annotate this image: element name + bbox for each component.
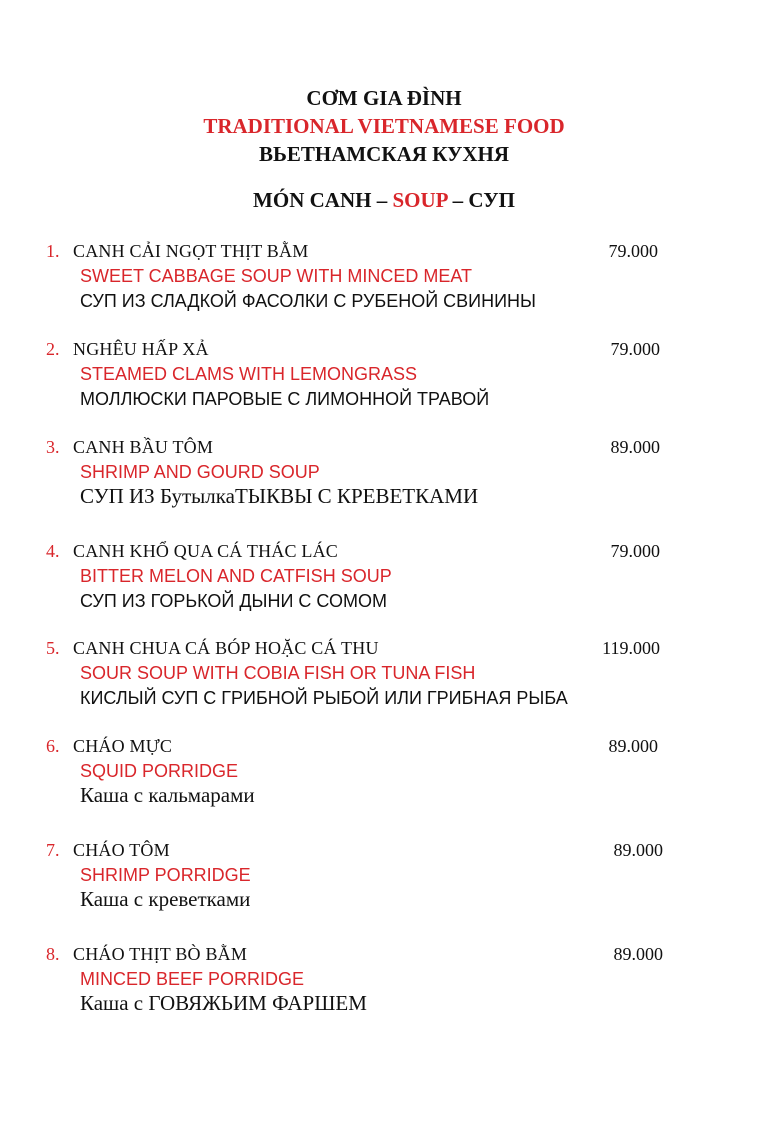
item-name-ru: Каша с кальмарами (80, 783, 255, 807)
item-name-ru: СУП ИЗ БутылкаТЫКВЫ С КРЕВЕТКАМИ (80, 484, 479, 508)
item-name-vn: CHÁO TÔM (73, 840, 170, 860)
item-price: 79.000 (608, 241, 658, 261)
item-name-en: STEAMED CLAMS WITH LEMONGRASS (80, 364, 418, 384)
item-name-vn: NGHÊU HẤP XẢ (73, 339, 209, 359)
item-name-vn: CHÁO THỊT BÒ BẰM (73, 944, 248, 964)
section-title (0, 188, 768, 213)
item-name-ru: МОЛЛЮСКИ ПАРОВЫЕ С ЛИМОННОЙ ТРАВОЙ (80, 389, 490, 409)
item-name-ru: КИСЛЫЙ СУП С ГРИБНОЙ РЫБОЙ ИЛИ ГРИБНАЯ РЫБА (80, 688, 568, 708)
item-price: 79.000 (610, 339, 660, 359)
menu-header (0, 84, 768, 168)
section-title-vn: MÓN CANH – (253, 188, 388, 212)
item-price: 89.000 (613, 944, 663, 964)
header-vn: CƠM GIA ĐÌNH (306, 86, 462, 110)
item-name-en: SHRIMP AND GOURD SOUP (80, 462, 320, 482)
header-en: TRADITIONAL VIETNAMESE FOOD (203, 114, 565, 138)
section-title-ru: – СУП (452, 188, 515, 212)
item-name-en: MINCED BEEF PORRIDGE (80, 969, 305, 989)
item-price: 89.000 (608, 736, 658, 756)
item-name-vn: CANH CẢI NGỌT THỊT BẰM (73, 241, 309, 261)
item-price: 89.000 (610, 437, 660, 457)
item-name-ru: СУП ИЗ СЛАДКОЙ ФАСОЛКИ С РУБЕНОЙ СВИНИНЫ (80, 291, 536, 311)
item-name-en: SOUR SOUP WITH COBIA FISH OR TUNA FISH (80, 663, 476, 683)
item-name-en: SQUID PORRIDGE (80, 761, 239, 781)
item-number: 1. (46, 241, 60, 261)
item-price: 119.000 (602, 638, 660, 658)
item-name-vn: CANH KHỔ QUA CÁ THÁC LÁC (73, 541, 338, 561)
section-title-en: SOUP (392, 188, 448, 212)
item-number: 3. (46, 437, 60, 457)
item-number: 2. (46, 339, 60, 359)
item-name-en: SHRIMP PORRIDGE (80, 865, 251, 885)
item-name-ru: Каша с креветками (80, 887, 251, 911)
item-name-vn: CANH BẦU TÔM (73, 437, 214, 457)
item-number: 8. (46, 944, 60, 964)
item-name-vn: CHÁO MỰC (73, 736, 173, 756)
item-name-en: SWEET CABBAGE SOUP WITH MINCED MEAT (80, 266, 473, 286)
item-number: 6. (46, 736, 60, 756)
item-price: 79.000 (610, 541, 660, 561)
item-name-vn: CANH CHUA CÁ BÓP HOẶC CÁ THU (73, 638, 379, 658)
item-name-ru: СУП ИЗ ГОРЬКОЙ ДЫНИ С СОМОМ (80, 591, 388, 611)
header-ru: ВЬЕТНАМСКАЯ КУХНЯ (258, 142, 510, 166)
item-number: 7. (46, 840, 60, 860)
item-price: 89.000 (613, 840, 663, 860)
item-number: 4. (46, 541, 60, 561)
item-number: 5. (46, 638, 60, 658)
item-name-en: BITTER MELON AND CATFISH SOUP (80, 566, 392, 586)
item-name-ru: Каша с ГОВЯЖЬИМ ФАРШЕМ (80, 991, 367, 1015)
